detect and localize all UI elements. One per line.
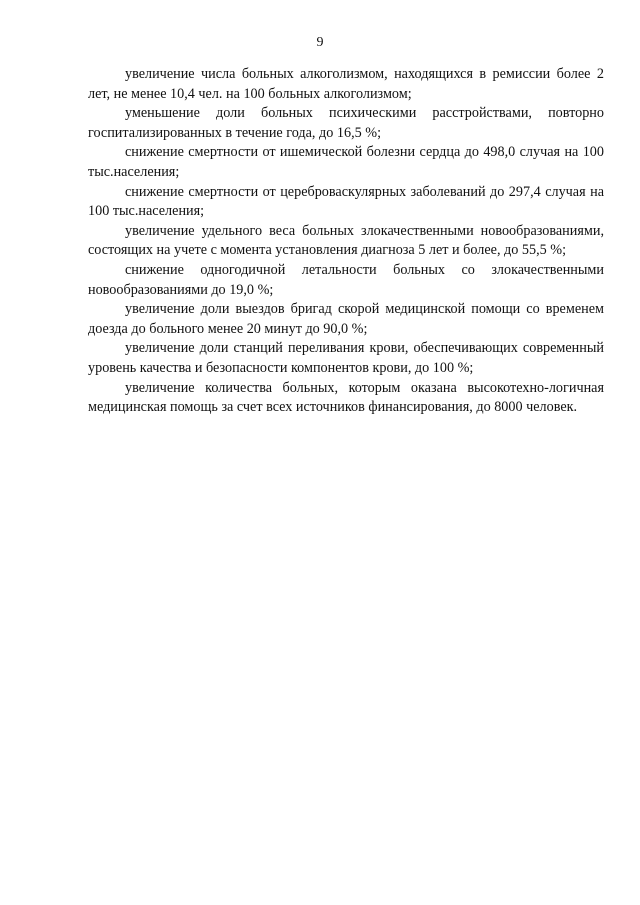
paragraph-ambulance-arrival: увеличение доли выездов бригад скорой медицинской помощи со временем доезда до больного менее 20 минут до 90,0 %;	[88, 301, 604, 337]
paragraph-cerebrovascular-mortality: снижение смертности от цереброваскулярных заболеваний до 297,4 случая на 100 тыс.населения;	[88, 183, 604, 220]
paragraph-blood-transfusion-stations: увеличение доли станций переливания крови, обеспечивающих современный уровень качества и безопасности компонентов крови, до 100 %;	[88, 340, 604, 376]
paragraph-high-tech-care: увеличение количества больных, которым оказана высокотехно-логичная медицинская помощь за счет всех источников финансирования, до 8000 человек.	[88, 379, 604, 416]
document-body	[88, 65, 604, 418]
paragraph-psychiatric-rehospitalization: уменьшение доли больных психическими расстройствами, повторно госпитализированных в течение года, до 16,5 %;	[88, 105, 604, 141]
page-number: 9	[316, 35, 324, 50]
paragraph-alcoholism-remission: увеличение числа больных алкоголизмом, находящихся в ремиссии более 2 лет, не менее 10,4 чел. на 100 больных алкоголизмом;	[88, 66, 604, 102]
paragraph-oncology-one-year-lethality: снижение одногодичной летальности больных со злокачественными новообразованиями до 19,0 %;	[88, 261, 604, 298]
paragraph-oncology-5-year: увеличение удельного веса больных злокачественными новообразованиями, состоящих на учете с момента установления диагноза 5 лет и более, до 55,5 %;	[88, 222, 604, 259]
paragraph-ischemic-heart-disease: снижение смертности от ишемической болезни сердца до 498,0 случая на 100 тыс.населения;	[88, 144, 604, 180]
